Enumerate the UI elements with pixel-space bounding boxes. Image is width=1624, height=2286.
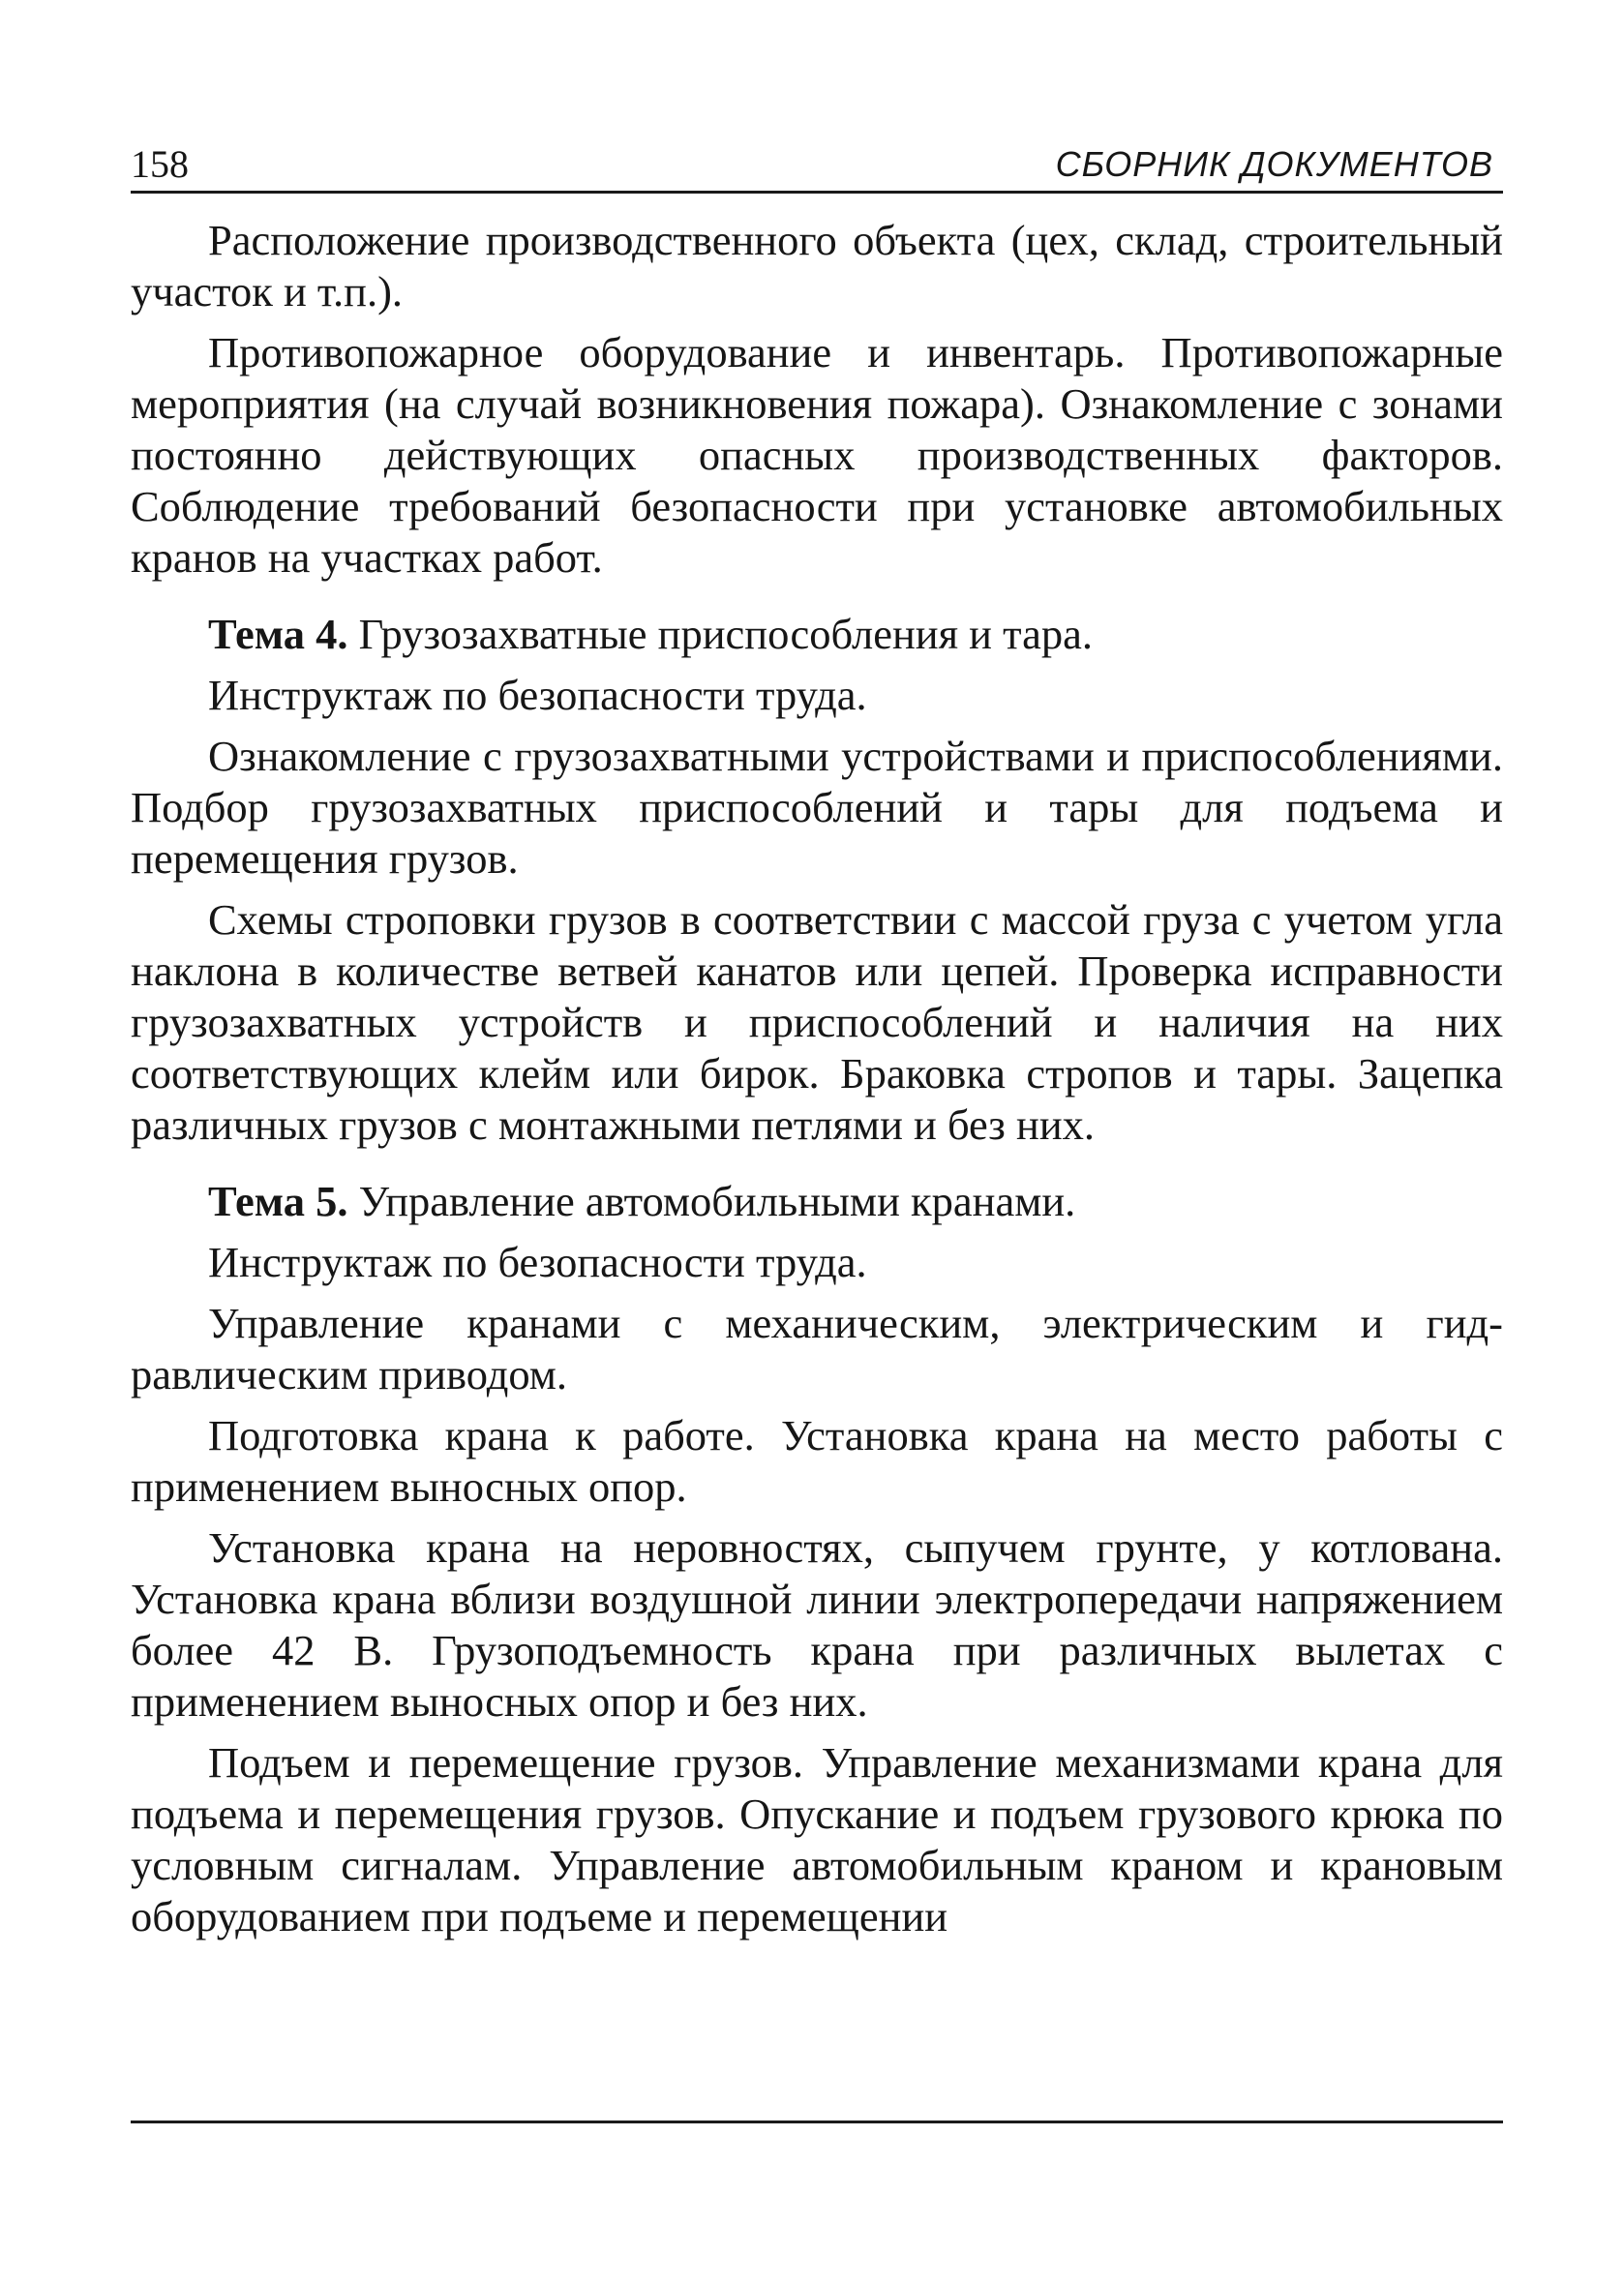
paragraph-text: Управление кранами с механическим, электрическим и гидравлическим приводом.	[131, 1299, 1503, 1399]
theme-title: Грузозахватные приспособления и тара.	[347, 610, 1093, 658]
footer-rule	[131, 2121, 1503, 2123]
paragraph-text: Инструктаж по безопасности труда.	[208, 671, 867, 719]
paragraph	[131, 1522, 1503, 1728]
paragraph-text: Схемы строповки грузов в соответствии с массой груза с учетом угла наклона в количестве ветвей канатов или цепей. Проверка исправности грузозахватных устройств и приспособлений и наличия на них соответствующих клейм или бирок. Браковка стропов и тары. Зацепка различных грузов с монтажными петлями и без них.	[131, 895, 1503, 1149]
paragraph-text: Подготовка крана к работе. Установка крана на место работы с применением выносных опор.	[131, 1411, 1503, 1511]
paragraph-text: Установка крана на неровностях, сыпучем грунте, у котлована. Установка крана вблизи воздушной линии электропередачи напряжением более 42 В. Грузоподъемность крана при различных вылетах с применением выносных опор и без них.	[131, 1523, 1503, 1726]
paragraph-text: Ознакомление с грузозахватными устройствами и приспособлениями. Подбор грузозахватных приспособлений и тары для подъема и перемещения грузов.	[131, 732, 1503, 883]
paragraph	[131, 1237, 1503, 1288]
header-rule	[131, 191, 1503, 194]
paragraph	[131, 1410, 1503, 1513]
paragraph	[131, 1737, 1503, 1942]
paragraph-text: Инструктаж по безопасности труда.	[208, 1238, 867, 1286]
page-number: 158	[131, 142, 189, 186]
running-title: СБОРНИК ДОКУМЕНТОВ	[1055, 144, 1493, 184]
section-heading	[131, 609, 1503, 660]
paragraph	[131, 1298, 1503, 1400]
paragraph	[131, 731, 1503, 885]
paragraph	[131, 327, 1503, 584]
theme-title: Управление автомобильными кранами.	[347, 1177, 1076, 1225]
paragraph-text: Подъем и перемещение грузов. Управление механизмами крана для подъема и перемещения грузов. Опускание и подъем грузового крюка по условным сигналам. Управление автомобильным краном и крановым оборудованием при подъеме и перемещении	[131, 1738, 1503, 1940]
section-heading	[131, 1176, 1503, 1227]
paragraph-text: Расположение производственного объекта (цех, склад, строительный участок и т.п.).	[131, 216, 1503, 316]
running-header	[131, 137, 1503, 194]
theme-label: Тема 4.	[208, 610, 348, 658]
body-text	[131, 215, 1503, 1952]
paragraph	[131, 670, 1503, 721]
theme-label: Тема 5.	[208, 1177, 348, 1225]
paragraph	[131, 215, 1503, 317]
paragraph-text: Противопожарное оборудование и инвентарь. Противопожарные мероприятия (на случай возникновения пожара). Ознакомление с зонами постоянно действующих опасных производственных факторов. Соблюдение требований безопасности при установке автомобильных кранов на участках работ.	[131, 328, 1503, 582]
paragraph	[131, 894, 1503, 1151]
